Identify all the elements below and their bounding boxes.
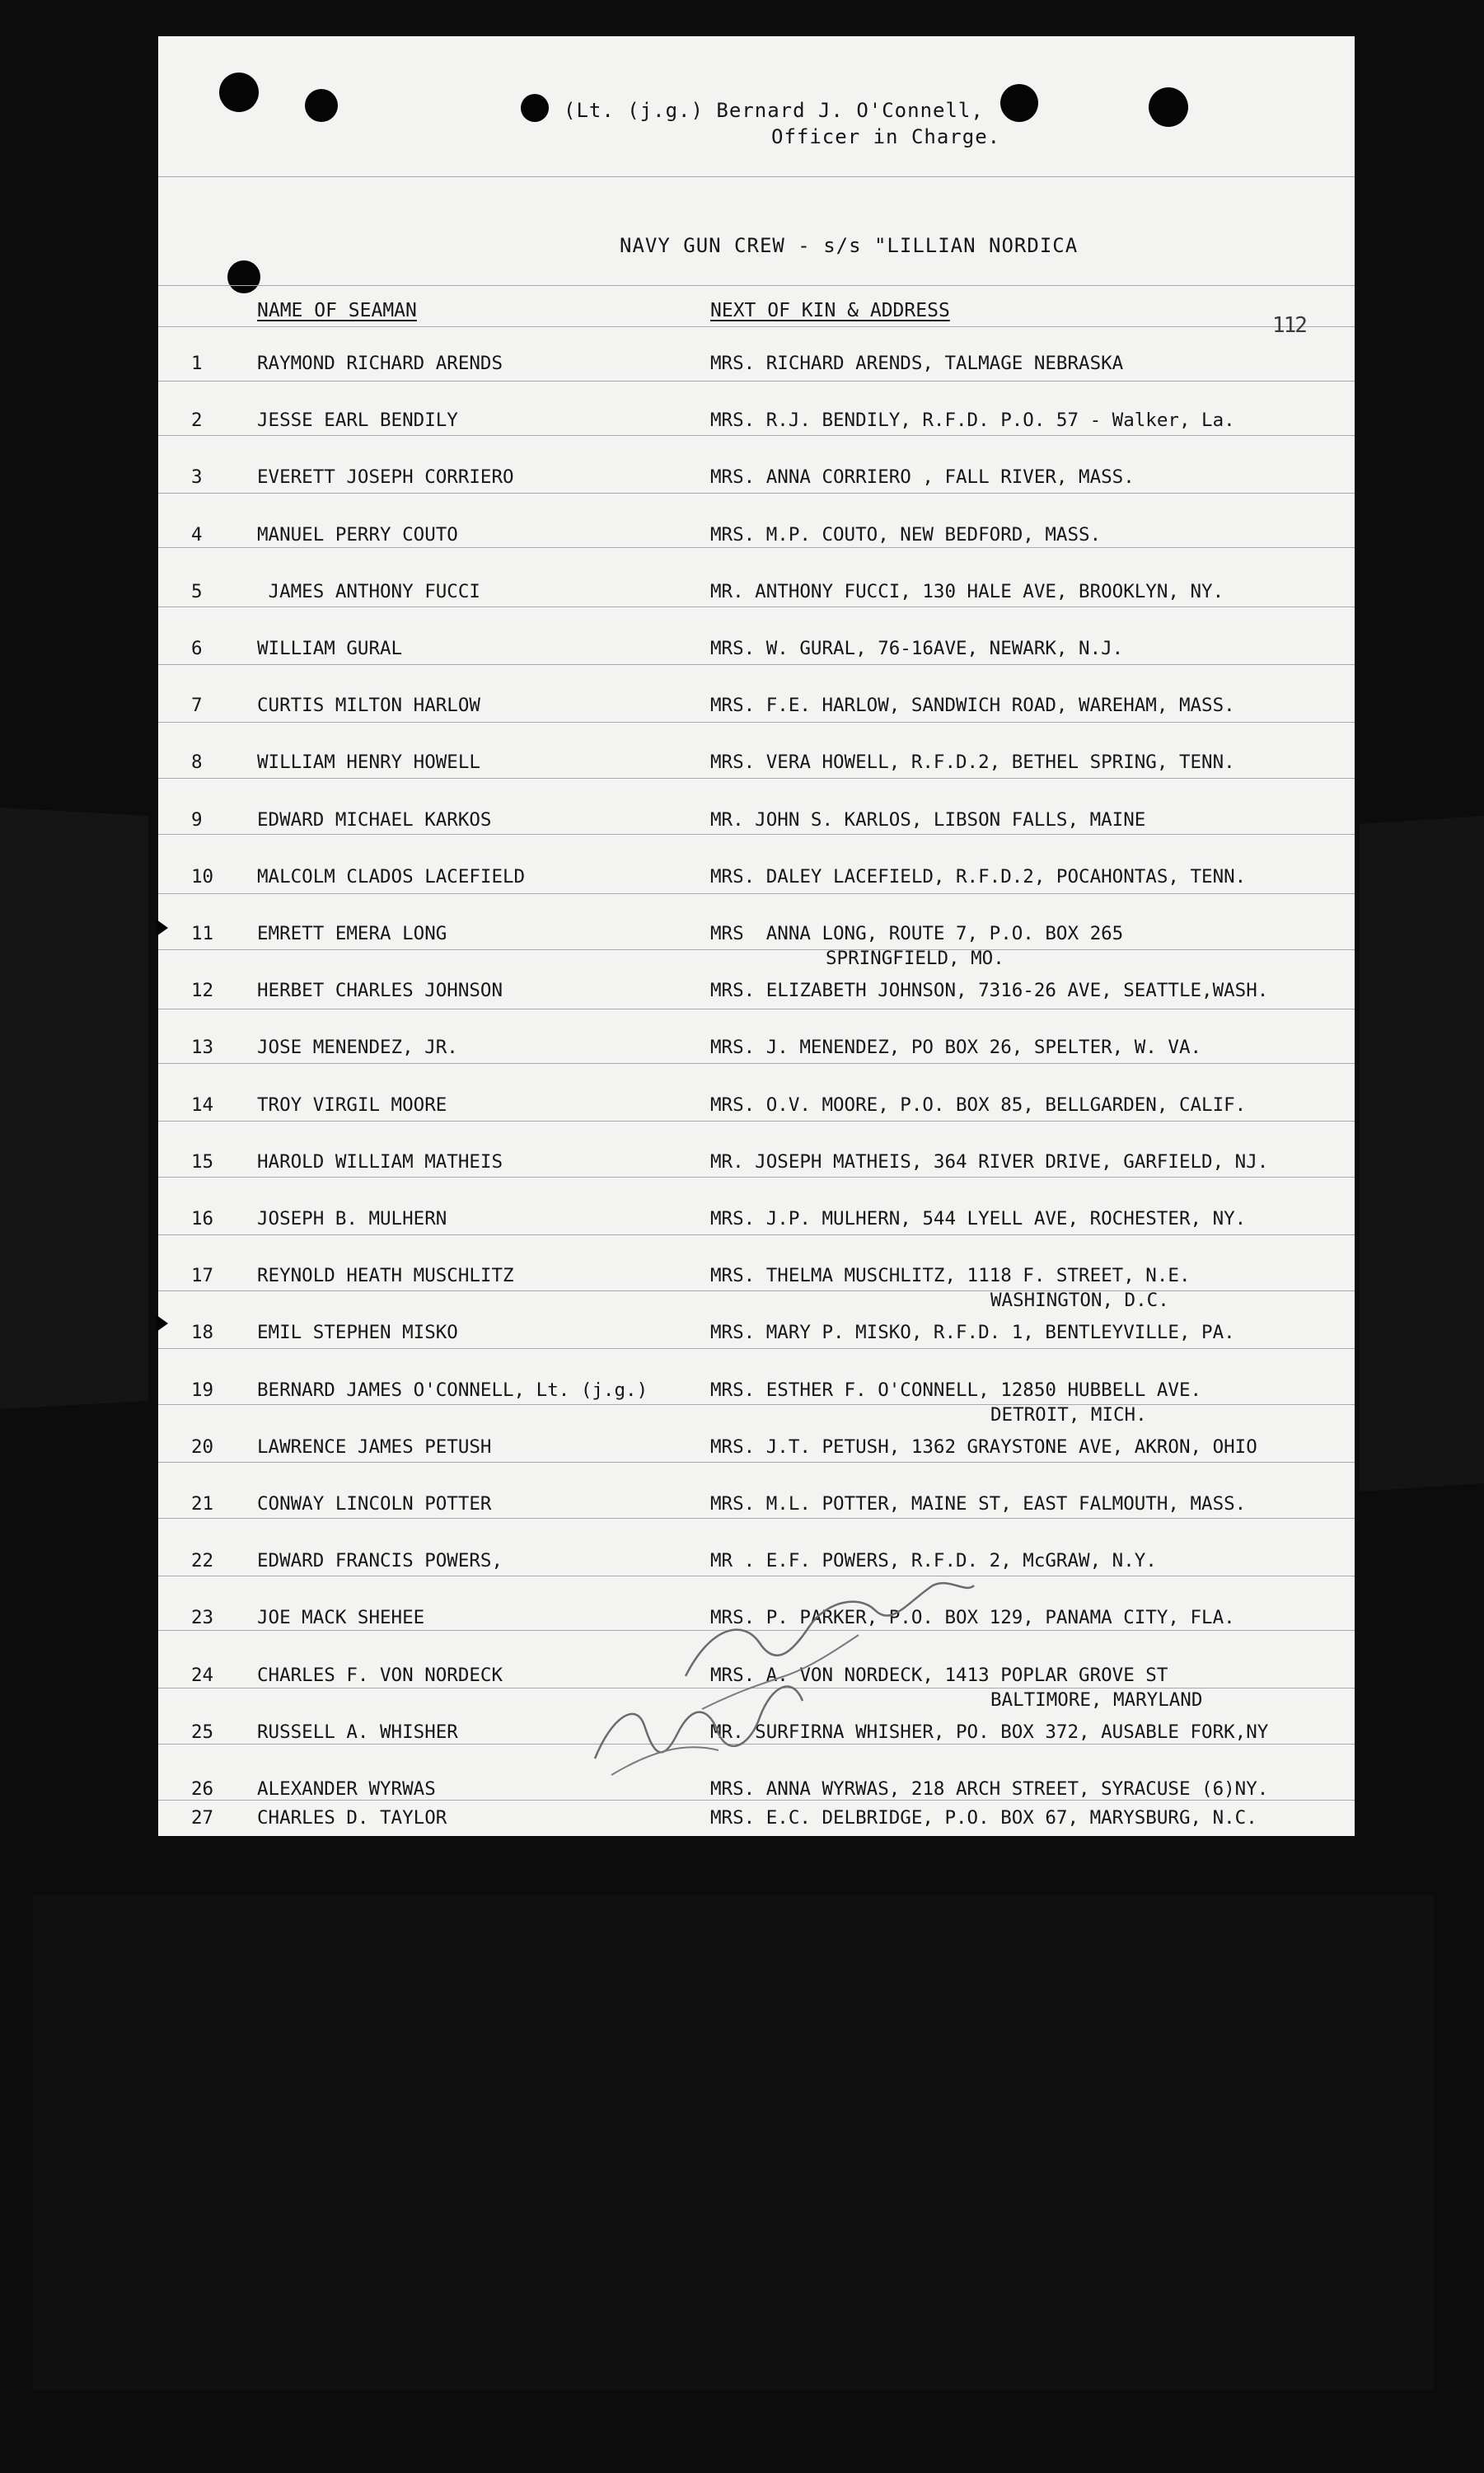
seaman-name: HAROLD WILLIAM MATHEIS bbox=[257, 1150, 503, 1173]
row-number: 26 bbox=[191, 1778, 214, 1800]
next-of-kin-address-line2: DETROIT, MICH. bbox=[990, 1403, 1147, 1426]
page-number-stamp: 112 bbox=[1272, 313, 1306, 338]
seaman-name: WILLIAM HENRY HOWELL bbox=[257, 752, 480, 774]
row-number: 13 bbox=[191, 1037, 214, 1059]
seaman-name: CHARLES D. TAYLOR bbox=[257, 1807, 447, 1829]
seaman-name: JOE MACK SHEHEE bbox=[257, 1607, 425, 1629]
row-number: 22 bbox=[191, 1550, 214, 1572]
column-header-kin: NEXT OF KIN & ADDRESS bbox=[710, 300, 950, 321]
next-of-kin: MRS. M.P. COUTO, NEW BEDFORD, MASS. bbox=[710, 523, 1102, 546]
officer-role: Officer in Charge. bbox=[771, 125, 1001, 148]
seaman-name: RUSSELL A. WHISHER bbox=[257, 1721, 458, 1743]
next-of-kin: MRS. J. MENENDEZ, PO BOX 26, SPELTER, W. VA. bbox=[710, 1037, 1202, 1059]
punch-hole bbox=[227, 260, 260, 293]
next-of-kin-address-line2: WASHINGTON, D.C. bbox=[990, 1290, 1169, 1312]
seaman-name: JOSEPH B. MULHERN bbox=[257, 1208, 447, 1229]
next-of-kin: MRS. F.E. HARLOW, SANDWICH ROAD, WAREHAM, MASS. bbox=[710, 695, 1235, 717]
seaman-name: WILLIAM GURAL bbox=[257, 638, 403, 659]
row-number: 24 bbox=[191, 1664, 214, 1686]
seaman-name: CURTIS MILTON HARLOW bbox=[257, 695, 480, 717]
column-header-name: NAME OF SEAMAN bbox=[257, 300, 417, 321]
next-of-kin: MRS. DALEY LACEFIELD, R.F.D.2, POCAHONTAS, TENN. bbox=[710, 865, 1247, 888]
punch-hole bbox=[305, 89, 338, 122]
seaman-name: JESSE EARL BENDILY bbox=[257, 410, 458, 432]
next-of-kin-address-line2: SPRINGFIELD, MO. bbox=[826, 948, 1004, 969]
next-of-kin: MR. JOHN S. KARLOS, LIBSON FALLS, MAINE bbox=[710, 808, 1146, 831]
officer-line: (Lt. (j.g.) Bernard J. O'Connell, bbox=[564, 99, 984, 122]
row-number: 15 bbox=[191, 1150, 214, 1173]
seaman-name: TROY VIRGIL MOORE bbox=[257, 1094, 447, 1116]
seaman-name: REYNOLD HEATH MUSCHLITZ bbox=[257, 1265, 514, 1287]
row-number: 3 bbox=[191, 466, 203, 489]
next-of-kin: MRS. J.P. MULHERN, 544 LYELL AVE, ROCHESTER, NY. bbox=[710, 1208, 1247, 1229]
row-number: 12 bbox=[191, 980, 214, 1002]
row-number: 4 bbox=[191, 523, 203, 546]
next-of-kin: MRS. J.T. PETUSH, 1362 GRAYSTONE AVE, AKRON, OHIO bbox=[710, 1436, 1257, 1458]
punch-hole bbox=[1149, 87, 1188, 127]
row-number: 19 bbox=[191, 1379, 214, 1401]
seaman-name: EVERETT JOSEPH CORRIERO bbox=[257, 466, 514, 489]
next-of-kin: MRS. THELMA MUSCHLITZ, 1118 F. STREET, N.E. bbox=[710, 1265, 1191, 1287]
punch-hole bbox=[521, 94, 549, 122]
margin-arrow-mark bbox=[157, 1315, 168, 1332]
next-of-kin: MRS. VERA HOWELL, R.F.D.2, BETHEL SPRING, TENN. bbox=[710, 752, 1235, 774]
seaman-name: ALEXANDER WYRWAS bbox=[257, 1778, 436, 1800]
next-of-kin: MRS. O.V. MOORE, P.O. BOX 85, BELLGARDEN, CALIF. bbox=[710, 1094, 1247, 1116]
row-number: 10 bbox=[191, 865, 214, 888]
row-number: 1 bbox=[191, 353, 203, 374]
row-number: 17 bbox=[191, 1265, 214, 1287]
next-of-kin: MR. JOSEPH MATHEIS, 364 RIVER DRIVE, GARFIELD, NJ. bbox=[710, 1150, 1269, 1173]
row-number: 20 bbox=[191, 1436, 214, 1458]
next-of-kin-address-line2: BALTIMORE, MARYLAND bbox=[990, 1688, 1203, 1711]
row-number: 23 bbox=[191, 1607, 214, 1629]
row-number: 18 bbox=[191, 1322, 214, 1344]
row-number: 9 bbox=[191, 808, 203, 831]
row-number: 7 bbox=[191, 695, 203, 717]
next-of-kin: MRS ANNA LONG, ROUTE 7, P.O. BOX 265 bbox=[710, 923, 1124, 944]
row-number: 14 bbox=[191, 1094, 214, 1116]
punch-hole bbox=[219, 73, 259, 112]
next-of-kin: MRS. M.L. POTTER, MAINE ST, EAST FALMOUTH, MASS. bbox=[710, 1493, 1247, 1515]
seaman-name: MALCOLM CLADOS LACEFIELD bbox=[257, 865, 526, 888]
document-page bbox=[158, 36, 1355, 1836]
row-number: 5 bbox=[191, 580, 203, 602]
row-number: 11 bbox=[191, 923, 214, 944]
seaman-name: JOSE MENENDEZ, JR. bbox=[257, 1037, 458, 1059]
next-of-kin: MRS. E.C. DELBRIDGE, P.O. BOX 67, MARYSBURG, N.C. bbox=[710, 1807, 1257, 1829]
handwritten-signature bbox=[587, 1553, 982, 1800]
next-of-kin: MRS. ELIZABETH JOHNSON, 7316-26 AVE, SEATTLE,WASH. bbox=[710, 980, 1269, 1002]
seaman-name: EDWARD FRANCIS POWERS, bbox=[257, 1550, 503, 1572]
seaman-name: CHARLES F. VON NORDECK bbox=[257, 1664, 503, 1686]
seaman-name: LAWRENCE JAMES PETUSH bbox=[257, 1436, 492, 1458]
next-of-kin: MRS. ESTHER F. O'CONNELL, 12850 HUBBELL AVE. bbox=[710, 1379, 1202, 1401]
next-of-kin: MRS. ANNA CORRIERO , FALL RIVER, MASS. bbox=[710, 466, 1135, 489]
seaman-name: MANUEL PERRY COUTO bbox=[257, 523, 458, 546]
margin-arrow-mark bbox=[157, 920, 168, 936]
next-of-kin: MRS. MARY P. MISKO, R.F.D. 1, BENTLEYVILLE, PA. bbox=[710, 1322, 1235, 1344]
row-number: 6 bbox=[191, 638, 203, 659]
seaman-name: HERBET CHARLES JOHNSON bbox=[257, 980, 503, 1002]
next-of-kin: MRS. A. VON NORDECK, 1413 POPLAR GROVE ST bbox=[710, 1664, 1168, 1686]
row-number: 27 bbox=[191, 1807, 214, 1829]
seaman-name: JAMES ANTHONY FUCCI bbox=[257, 580, 480, 602]
seaman-name: EDWARD MICHAEL KARKOS bbox=[257, 808, 492, 831]
row-number: 2 bbox=[191, 410, 203, 432]
punch-hole bbox=[1000, 84, 1038, 122]
row-number: 16 bbox=[191, 1208, 214, 1229]
document-title: NAVY GUN CREW - s/s "LILLIAN NORDICA bbox=[620, 234, 1079, 257]
next-of-kin: MR. SURFIRNA WHISHER, PO. BOX 372, AUSABLE FORK,NY bbox=[710, 1721, 1269, 1743]
seaman-name: EMIL STEPHEN MISKO bbox=[257, 1322, 458, 1344]
next-of-kin: MRS. RICHARD ARENDS, TALMAGE NEBRASKA bbox=[710, 353, 1124, 374]
next-of-kin: MR. ANTHONY FUCCI, 130 HALE AVE, BROOKLYN, NY. bbox=[710, 580, 1224, 602]
seaman-name: RAYMOND RICHARD ARENDS bbox=[257, 353, 503, 374]
seaman-name: BERNARD JAMES O'CONNELL, Lt. (j.g.) bbox=[257, 1379, 648, 1401]
seaman-name: CONWAY LINCOLN POTTER bbox=[257, 1493, 492, 1515]
seaman-name: EMRETT EMERA LONG bbox=[257, 923, 447, 944]
next-of-kin: MR . E.F. POWERS, R.F.D. 2, McGRAW, N.Y. bbox=[710, 1550, 1157, 1572]
next-of-kin: MRS. P. PARKER, P.O. BOX 129, PANAMA CITY, FLA. bbox=[710, 1607, 1235, 1629]
next-of-kin: MRS. W. GURAL, 76-16AVE, NEWARK, N.J. bbox=[710, 638, 1124, 659]
row-number: 21 bbox=[191, 1493, 214, 1515]
next-of-kin: MRS. R.J. BENDILY, R.F.D. P.O. 57 - Walker, La. bbox=[710, 410, 1235, 432]
row-number: 8 bbox=[191, 752, 203, 774]
next-of-kin: MRS. ANNA WYRWAS, 218 ARCH STREET, SYRACUSE (6)NY. bbox=[710, 1778, 1269, 1800]
row-number: 25 bbox=[191, 1721, 214, 1743]
